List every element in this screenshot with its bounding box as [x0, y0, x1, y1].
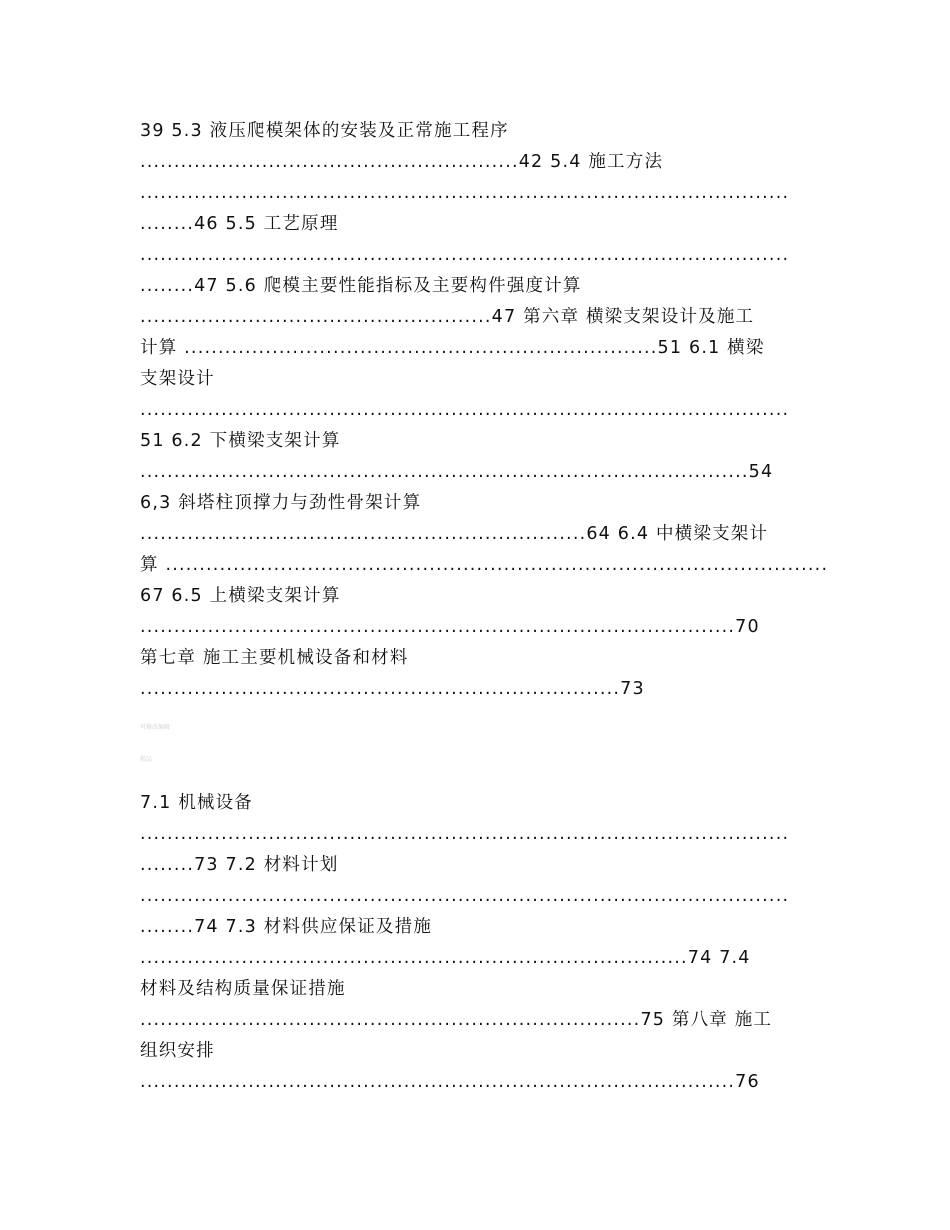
toc-line: ........73 7.2 材料计划 [140, 855, 339, 875]
toc-line: ................................................................................................ [140, 400, 790, 420]
toc-line: 算 .................................................................................................. [140, 555, 829, 575]
toc-line: 39 5.3 液压爬模架体的安装及正常施工程序 [140, 121, 509, 141]
toc-line: 67 6.5 上横梁支架计算 [140, 586, 341, 606]
toc-line: 支架设计 [140, 369, 215, 389]
toc-line: 组织安排 [140, 1041, 215, 1061]
toc-line: ........46 5.5 工艺原理 [140, 214, 339, 234]
toc-line: ........47 5.6 爬模主要性能指标及主要构件强度计算 [140, 276, 582, 296]
faint-note: 精品 [140, 756, 153, 763]
faint-note: 可修改编辑 [140, 724, 171, 731]
toc-line: ..........................................................................................54 [140, 462, 774, 482]
toc-line: ..................................................................64 6.4 中横梁支架计 [140, 524, 769, 544]
toc-line: 6,3 斜塔柱顶撑力与劲性骨架计算 [140, 493, 422, 513]
toc-line: ................................................................................................ [140, 183, 790, 203]
toc-line: ........................................................................................70 [140, 617, 760, 637]
toc-line: .................................................................................74 7.4 [140, 948, 751, 968]
toc-line: ........74 7.3 材料供应保证及措施 [140, 917, 433, 937]
toc-line: ....................................................47 第六章 横梁支架设计及施工 [140, 307, 755, 327]
toc-line: ........................................................................................76 [140, 1072, 760, 1092]
toc-line: 7.1 机械设备 [140, 793, 253, 813]
toc-line: ................................................................................................ [140, 886, 790, 906]
toc-line: ..........................................................................75 第八章 施工 [140, 1010, 773, 1030]
toc-line: 材料及结构质量保证措施 [140, 979, 346, 999]
toc-line: ................................................................................................ [140, 245, 790, 265]
toc-line: .......................................................................73 [140, 679, 645, 699]
toc-line: 51 6.2 下横梁支架计算 [140, 431, 341, 451]
toc-line: 计算 ......................................................................51 6.1 横梁 [140, 338, 765, 358]
toc-line: 第七章 施工主要机械设备和材料 [140, 648, 409, 668]
toc-line: ................................................................................................ [140, 824, 790, 844]
toc-line: ........................................................42 5.4 施工方法 [140, 152, 664, 172]
